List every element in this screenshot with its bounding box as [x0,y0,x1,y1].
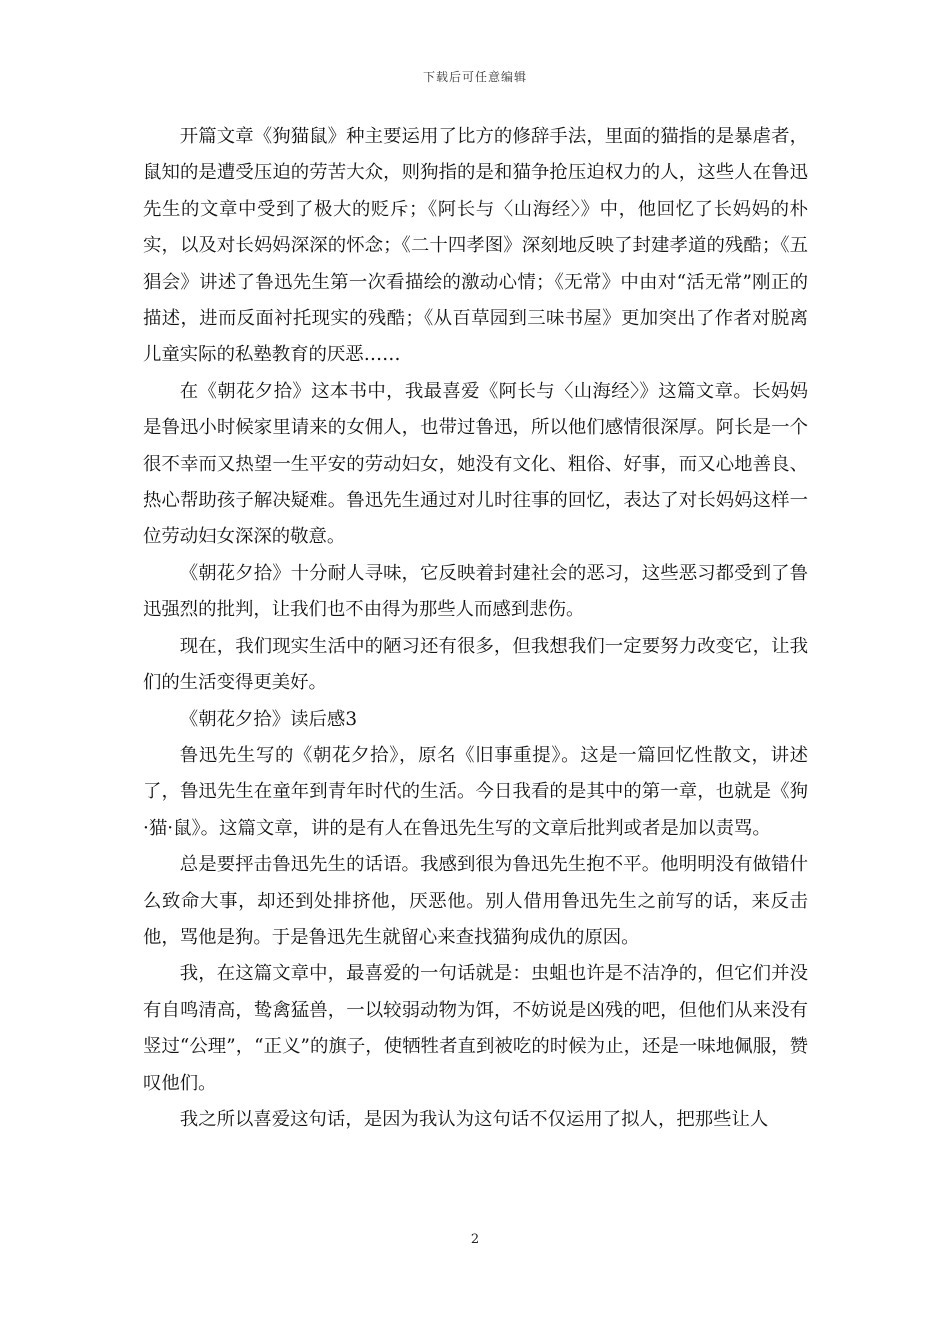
paragraph: 《朝花夕拾》十分耐人寻味，它反映着封建社会的恶习，这些恶习都受到了鲁迅强烈的批判，让我们也不由得为那些人而感到悲伤。 [143,562,808,621]
paragraph: 我，在这篇文章中，最喜爱的一句话就是：虫蛆也许是不洁净的，但它们并没有自鸣清高，鸷禽猛兽，一以较弱动物为饵，不妨说是凶残的吧，但他们从来没有竖过“公理”，“正义”的旗子，使牺牲者直到被吃的时候为止，还是一味地佩服，赞叹他们。 [143,963,808,1094]
paragraph: 鲁迅先生写的《朝花夕拾》，原名《旧事重提》。这是一篇回忆性散文，讲述了，鲁迅先生在童年到青年时代的生活。今日我看的是其中的第一章，也就是《狗·猫·鼠》。这篇文章，讲的是有人在鲁迅先生写的文章后批判或者是加以责骂。 [143,744,808,839]
section-title: 《朝花夕拾》读后感3 [179,708,358,730]
paragraph: 开篇文章《狗猫鼠》种主要运用了比方的修辞手法，里面的猫指的是暴虐者，鼠知的是遭受压迫的劳苦大众，则狗指的是和猫争抢压迫权力的人，这些人在鲁迅先生的文章中受到了极大的贬斥；《阿长与〈山海经〉》中，他回忆了长妈妈的朴实，以及对长妈妈深深的怀念；《二十四孝图》深刻地反映了封建孝道的残酷；《五猖会》讲述了鲁迅先生第一次看描绘的激动心情；《无常》中由对“活无常”刚正的描述，进而反面衬托现实的残酷；《从百草园到三味书屋》更加突出了作者对脱离儿童实际的私塾教育的厌恶…… [143,126,808,366]
page-header: 下载后可任意编辑 [422,70,527,84]
paragraph: 总是要抨击鲁迅先生的话语。我感到很为鲁迅先生抱不平。他明明没有做错什么致命大事，却还到处排挤他，厌恶他。别人借用鲁迅先生之前写的话，来反击他，骂他是狗。于是鲁迅先生就留心来查找猫狗成仇的原因。 [143,854,808,948]
document-body [143,119,808,1138]
paragraph: 现在，我们现实生活中的陋习还有很多，但我想我们一定要努力改变它，让我们的生活变得更美好。 [143,635,808,694]
paragraph: 我之所以喜爱这句话，是因为我认为这句话不仅运用了拟人，把那些让人 [179,1108,769,1130]
page-number: 2 [470,1232,480,1247]
paragraph: 在《朝花夕拾》这本书中，我最喜爱《阿长与〈山海经〉》这篇文章。长妈妈是鲁迅小时候家里请来的女佣人，也带过鲁迅，所以他们感情很深厚。阿长是一个很不幸而又热望一生平安的劳动妇女，她没有文化、粗俗、好事，而又心地善良、热心帮助孩子解决疑难。鲁迅先生通过对儿时往事的回忆，表达了对长妈妈这样一位劳动妇女深深的敬意。 [143,380,808,548]
